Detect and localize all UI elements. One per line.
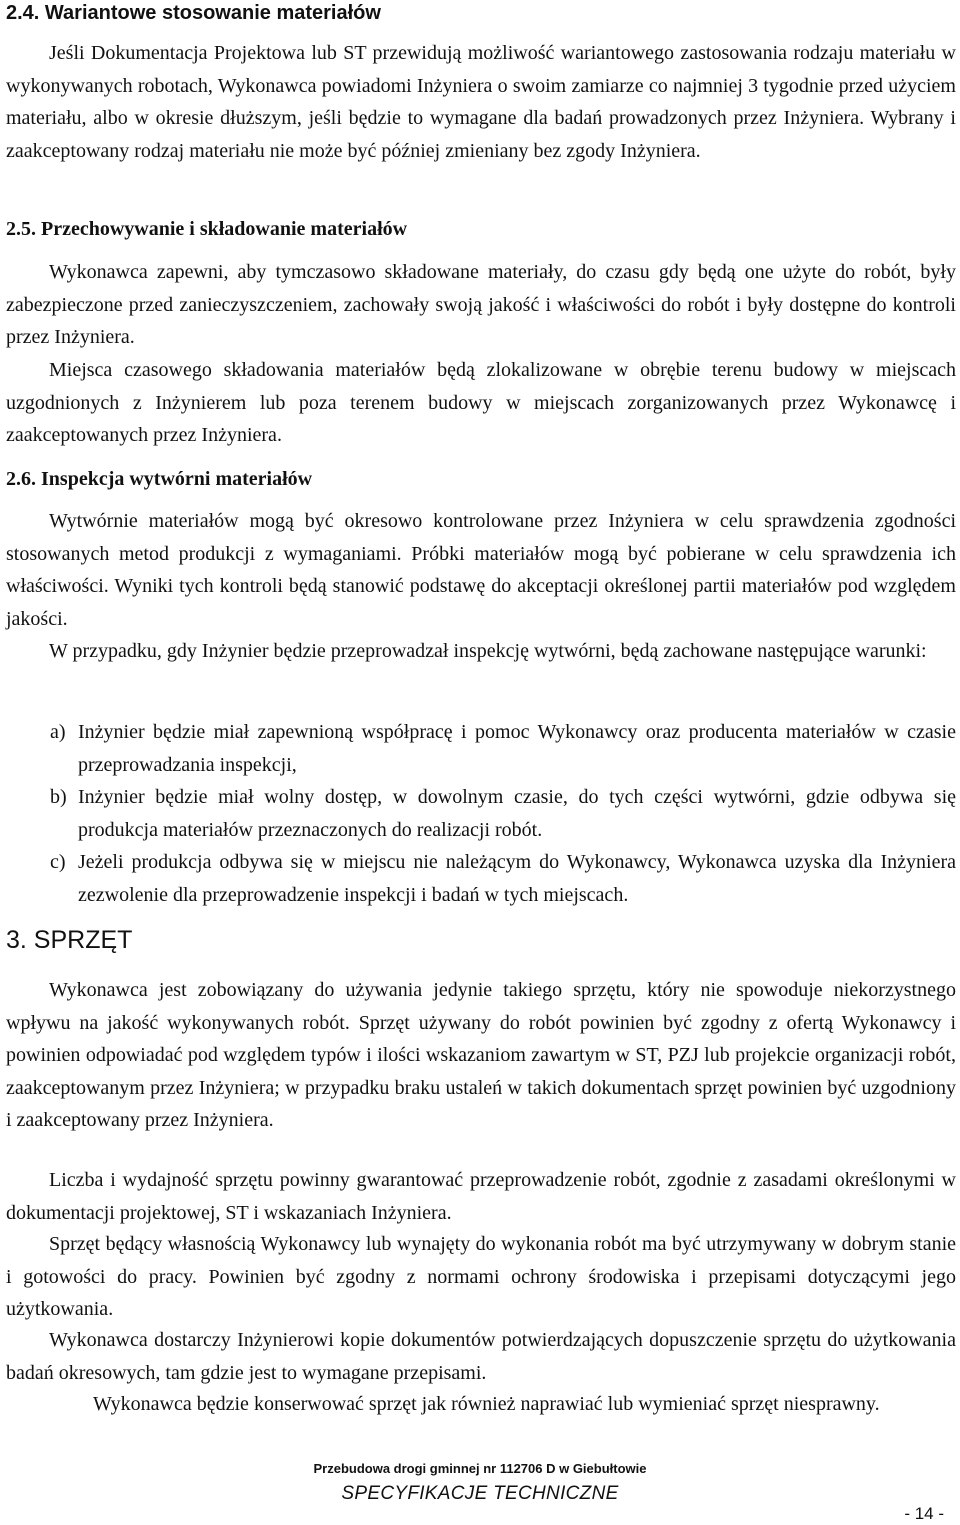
paragraph-3-3: Sprzęt będący własnością Wykonawcy lub wynajęty do wykonania robót ma być utrzymywany w dobrym stanie i gotowości do pracy. Powinien być zgodny z normami ochrony środowiska i przepisami dotyczącymi jego użytkowania.	[6, 1233, 956, 1320]
footer-document-title: SPECYFIKACJE TECHNICZNE	[341, 1483, 619, 1504]
section-heading-2-4: 2.4. Wariantowe stosowanie materiałów	[6, 2, 381, 24]
list-item	[6, 846, 956, 911]
paragraph-3-2: Liczba i wydajność sprzętu powinny gwarantować przeprowadzenie robót, zgodnie z zasadami określonymi w dokumentacji projektowej, ST i wskazaniach Inżyniera.	[6, 1169, 956, 1224]
inspection-conditions-list	[6, 716, 956, 911]
section-heading-2-5: 2.5. Przechowywanie i składowanie materiałów	[6, 218, 408, 240]
list-item-text: Inżynier będzie miał wolny dostęp, w dowolnym czasie, do tych części wytwórni, gdzie odbywa się produkcja materiałów przeznaczonych do realizacji robót.	[78, 786, 956, 841]
list-item-text: Jeżeli produkcja odbywa się w miejscu nie należącym do Wykonawcy, Wykonawca uzyska dla Inżyniera zezwolenie dla przeprowadzenie inspekcji i badań w tych miejscach.	[78, 851, 956, 906]
section-heading-2-6: 2.6. Inspekcja wytwórni materiałów	[6, 468, 313, 490]
page-number: - 14 -	[904, 1504, 944, 1523]
list-marker: c)	[50, 851, 66, 873]
paragraph-2-6-2: W przypadku, gdy Inżynier będzie przeprowadzał inspekcję wytwórni, będą zachowane następujące warunki:	[49, 640, 927, 662]
list-item	[6, 781, 956, 846]
paragraph-2-4-1: Jeśli Dokumentacja Projektowa lub ST przewidują możliwość wariantowego zastosowania rodzaju materiału w wykonywanych robotach, Wykonawca powiadomi Inżyniera o swoim zamiarze co najmniej 3 tygodnie przed użyciem materiału, albo w okresie dłuższym, jeśli będzie to wymagane dla badań prowadzonych przez Inżyniera. Wybrany i zaakceptowany rodzaj materiału nie może być później zmieniany bez zgody Inżyniera.	[6, 42, 956, 162]
list-item-text: Inżynier będzie miał zapewnioną współpracę i pomoc Wykonawcy oraz producenta materiałów w czasie przeprowadzania inspekcji,	[78, 721, 956, 776]
paragraph-2-5-2: Miejsca czasowego składowania materiałów będą zlokalizowane w obrębie terenu budowy w miejscach uzgodnionych z Inżynierem lub poza terenem budowy w miejscach zorganizowanych przez Wykonawcę i zaakceptowanych przez Inżyniera.	[6, 359, 956, 446]
paragraph-2-6-1: Wytwórnie materiałów mogą być okresowo kontrolowane przez Inżyniera w celu sprawdzenia zgodności stosowanych metod produkcji z wymaganiami. Próbki materiałów mogą być pobierane w celu sprawdzenia ich właściwości. Wyniki tych kontroli będą stanowić podstawę do akceptacji określonej partii materiałów pod względem jakości.	[6, 510, 956, 630]
section-heading-3: 3. SPRZĘT	[6, 926, 133, 954]
list-marker: b)	[50, 786, 67, 808]
paragraph-3-5: Wykonawca będzie konserwować sprzęt jak również naprawiać lub wymieniać sprzęt niesprawny.	[93, 1393, 880, 1415]
paragraph-3-1: Wykonawca jest zobowiązany do używania jedynie takiego sprzętu, który nie spowoduje niekorzystnego wpływu na jakość wykonywanych robót. Sprzęt używany do robót powinien być zgodny z ofertą Wykonawcy i powinien odpowiadać pod względem typów i ilości wskazaniom zawartym w ST, PZJ lub projekcie organizacji robót, zaakceptowanym przez Inżyniera; w przypadku braku ustaleń w takich dokumentach sprzęt powinien być uzgodniony i zaakceptowany przez Inżyniera.	[6, 979, 956, 1131]
paragraph-3-4: Wykonawca dostarczy Inżynierowi kopie dokumentów potwierdzających dopuszczenie sprzętu do użytkowania badań okresowych, tam gdzie jest to wymagane przepisami.	[6, 1329, 956, 1384]
paragraph-2-5-1: Wykonawca zapewni, aby tymczasowo składowane materiały, do czasu gdy będą one użyte do robót, były zabezpieczone przed zanieczyszczeniem, zachowały swoją jakość i właściwości do robót i były dostępne do kontroli przez Inżyniera.	[6, 261, 956, 348]
footer-project-name: Przebudowa drogi gminnej nr 112706 D w Giebułtowie	[313, 1461, 647, 1476]
list-item	[6, 716, 956, 781]
list-marker: a)	[50, 721, 66, 743]
